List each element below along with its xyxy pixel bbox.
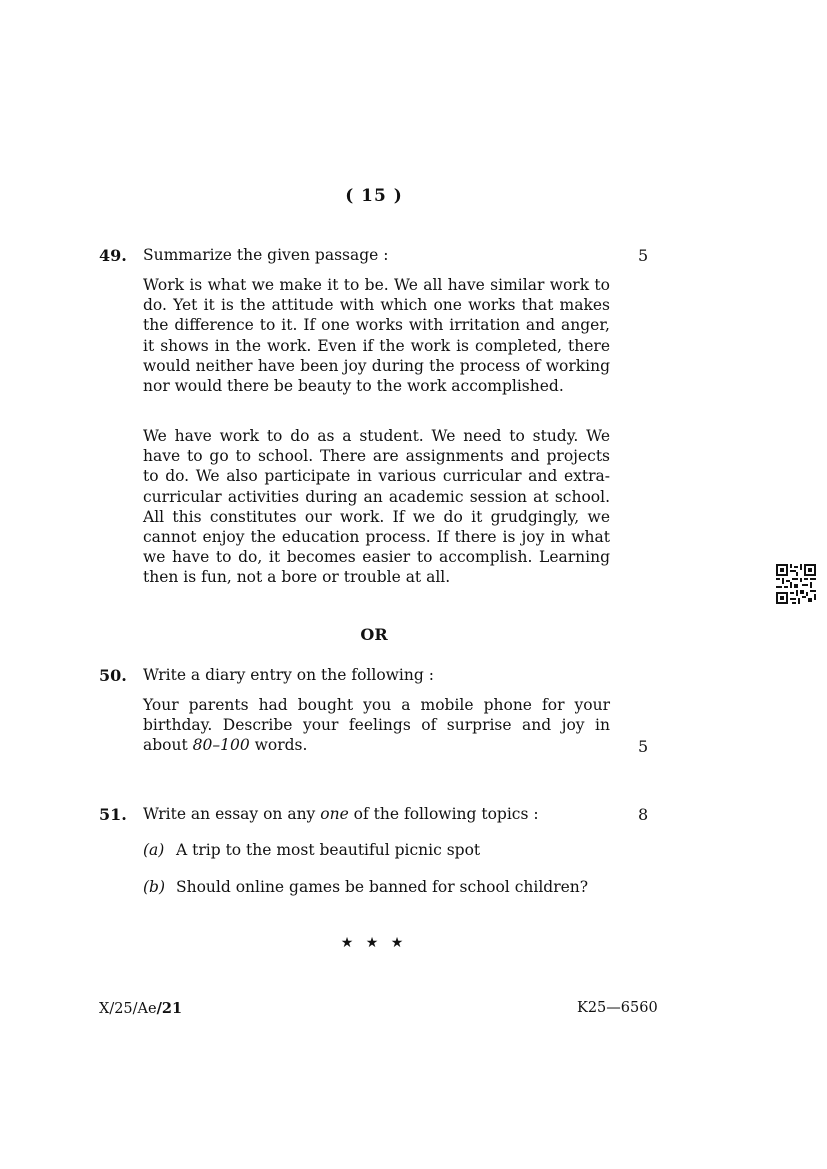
question-50-body-end: words.	[249, 736, 308, 755]
question-50-marks: 5	[638, 737, 649, 756]
qr-code-icon	[776, 564, 816, 604]
question-50-number: 50.	[99, 666, 127, 685]
emphasis-one: one	[320, 805, 349, 823]
word-range: 80–100	[192, 736, 250, 755]
option-a-label: (a)	[143, 841, 165, 859]
question-49-marks: 5	[638, 246, 649, 265]
series-code: K25—6560	[577, 1000, 658, 1016]
question-51-marks: 8	[638, 805, 649, 824]
passage-paragraph-2: We have work to do as a student. We need to study. We have to go to school. There are assignments and projects to do. We also participate in various curricular and extra-curricular activities during an academic session at school. All this constitutes our work. If we do it grudgingly, we cannot enjoy the education process. If there is joy in what we have to do, it becomes easier to accomplish. Learning then is fun, not a bore or trouble at all.	[143, 427, 610, 587]
page-number: ( 15 )	[345, 186, 403, 206]
question-51-prompt: Write an essay on any one of the following topics :	[143, 805, 539, 823]
question-50-body-start: Your parents had bought you a mobile phone for your birthday. Describe your feelings of surprise and joy in about	[143, 696, 610, 755]
paper-code: X/25/Ae/21	[99, 1000, 183, 1017]
option-a-text: A trip to the most beautiful picnic spot	[176, 841, 481, 859]
question-50-body	[143, 695, 610, 756]
question-50-prompt: Write a diary entry on the following :	[143, 666, 434, 684]
question-51-number: 51.	[99, 805, 127, 824]
option-b-text: Should online games be banned for school children?	[176, 878, 589, 896]
passage-paragraph-1: Work is what we make it to be. We all have similar work to do. Yet it is the attitude with which one works that makes the difference to it. If one works with irritation and anger, it shows in the work. Even if the work is completed, there would neither have been joy during the process of working nor would there be beauty to the work accomplished.	[143, 276, 610, 396]
option-b-label: (b)	[143, 878, 166, 896]
question-49-number: 49.	[99, 246, 127, 265]
or-divider: OR	[360, 625, 388, 644]
question-49-prompt: Summarize the given passage :	[143, 246, 389, 264]
end-of-paper-marker: ★ ★ ★	[340, 935, 408, 951]
